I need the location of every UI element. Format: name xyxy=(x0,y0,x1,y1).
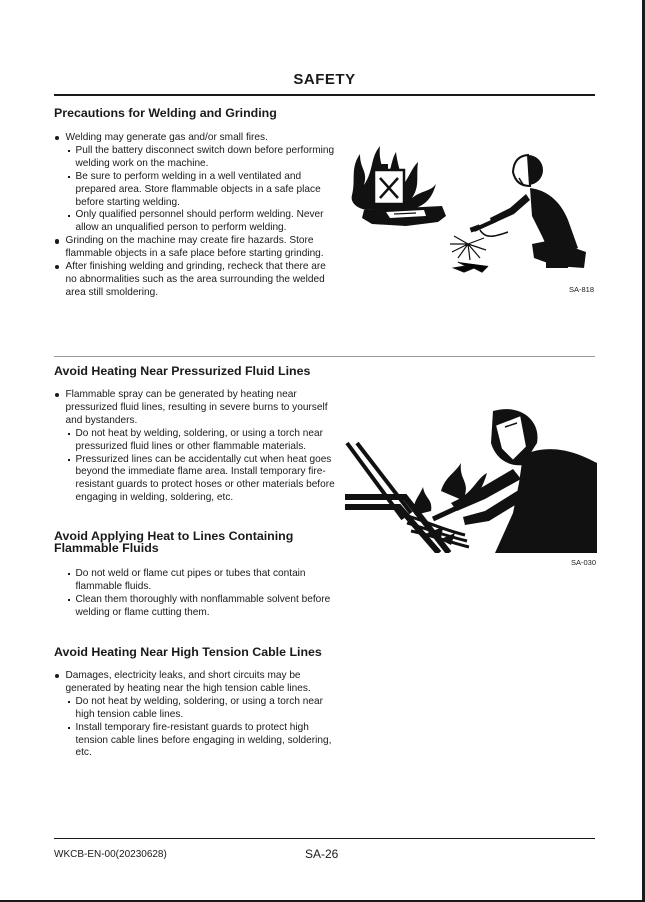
sub-list xyxy=(66,145,340,235)
sub-list-item: Pressurized lines can be accidentally cut when heat goes beyond the immediate flame area. Install temporary fire-resistant guards to protect hoses or other materials before engaging in welding, soldering, etc. xyxy=(66,454,340,506)
figure-label-sa-030: SA-030 xyxy=(570,558,596,567)
figure-label-sa-818: SA-818 xyxy=(568,285,594,294)
section-heading-pressurized-fluid-lines: Avoid Heating Near Pressurized Fluid Lines xyxy=(54,364,311,378)
sub-list-item: Clean them thoroughly with nonflammable solvent before welding or flame cutting them. xyxy=(66,594,340,620)
list-item-text: Flammable spray can be generated by heating near pressurized fluid lines, resulting in severe burns to yourself and bystanders. xyxy=(65,389,328,426)
list-item xyxy=(54,132,339,235)
welding-grinding-list xyxy=(54,132,339,300)
section-divider xyxy=(54,356,595,357)
section-heading-high-tension-cable: Avoid Heating Near High Tension Cable Lines xyxy=(54,645,322,659)
list-item-text: Welding may generate gas and/or small fires. xyxy=(65,132,268,143)
pressurized-fluid-list xyxy=(54,389,339,505)
sub-list-item: Do not heat by welding, soldering, or using a torch near pressurized fluid lines or other flammable materials. xyxy=(66,428,340,454)
section-heading-welding-grinding: Precautions for Welding and Grinding xyxy=(54,106,277,120)
sub-list-item: Do not heat by welding, soldering, or using a torch near high tension cable lines. xyxy=(66,696,340,722)
footer-document-code: WKCB-EN-00(20230628) xyxy=(54,849,167,860)
sub-list-item: Pull the battery disconnect switch down before performing welding work on the machine. xyxy=(66,145,340,171)
footer-page-number: SA-26 xyxy=(305,847,339,861)
section-heading-flammable-fluid-lines: Avoid Applying Heat to Lines Containing Flammable Fluids xyxy=(54,529,294,555)
sub-list-item: Only qualified personnel should perform welding. Never allow an unqualified person to perform welding. xyxy=(66,209,340,235)
sub-list-item: Be sure to perform welding in a well ventilated and prepared area. Store flammable objects in a safe place before starting welding. xyxy=(66,171,340,210)
sub-list-item: Do not weld or flame cut pipes or tubes that contain flammable fluids. xyxy=(66,568,340,594)
list-item xyxy=(54,568,339,620)
welder-heating-pressurized-pipe-icon xyxy=(345,403,597,553)
footer-rule xyxy=(54,838,595,839)
list-item: After finishing welding and grinding, recheck that there are no abnormalities such as the area surrounding the welded area still smoldering. xyxy=(54,261,339,300)
sub-list-item: Install temporary fire-resistant guards to protect high tension cable lines before engaging in welding, soldering, etc. xyxy=(66,722,340,761)
page-title: SAFETY xyxy=(293,71,356,88)
list-item: Grinding on the machine may create fire hazards. Store flammable objects in a safe place before starting grinding. xyxy=(54,235,339,261)
list-item-text: Damages, electricity leaks, and short circuits may be generated by heating near the high tension cable lines. xyxy=(65,670,311,694)
sub-list xyxy=(66,696,340,761)
list-item xyxy=(54,389,339,505)
title-rule xyxy=(54,94,595,96)
welder-kneeling-with-torch-and-fire-icon xyxy=(346,140,596,280)
high-tension-cable-list xyxy=(54,670,339,760)
list-item xyxy=(54,670,339,760)
sub-list xyxy=(66,428,340,505)
sub-list xyxy=(66,568,340,620)
flammable-fluid-list xyxy=(54,568,339,620)
